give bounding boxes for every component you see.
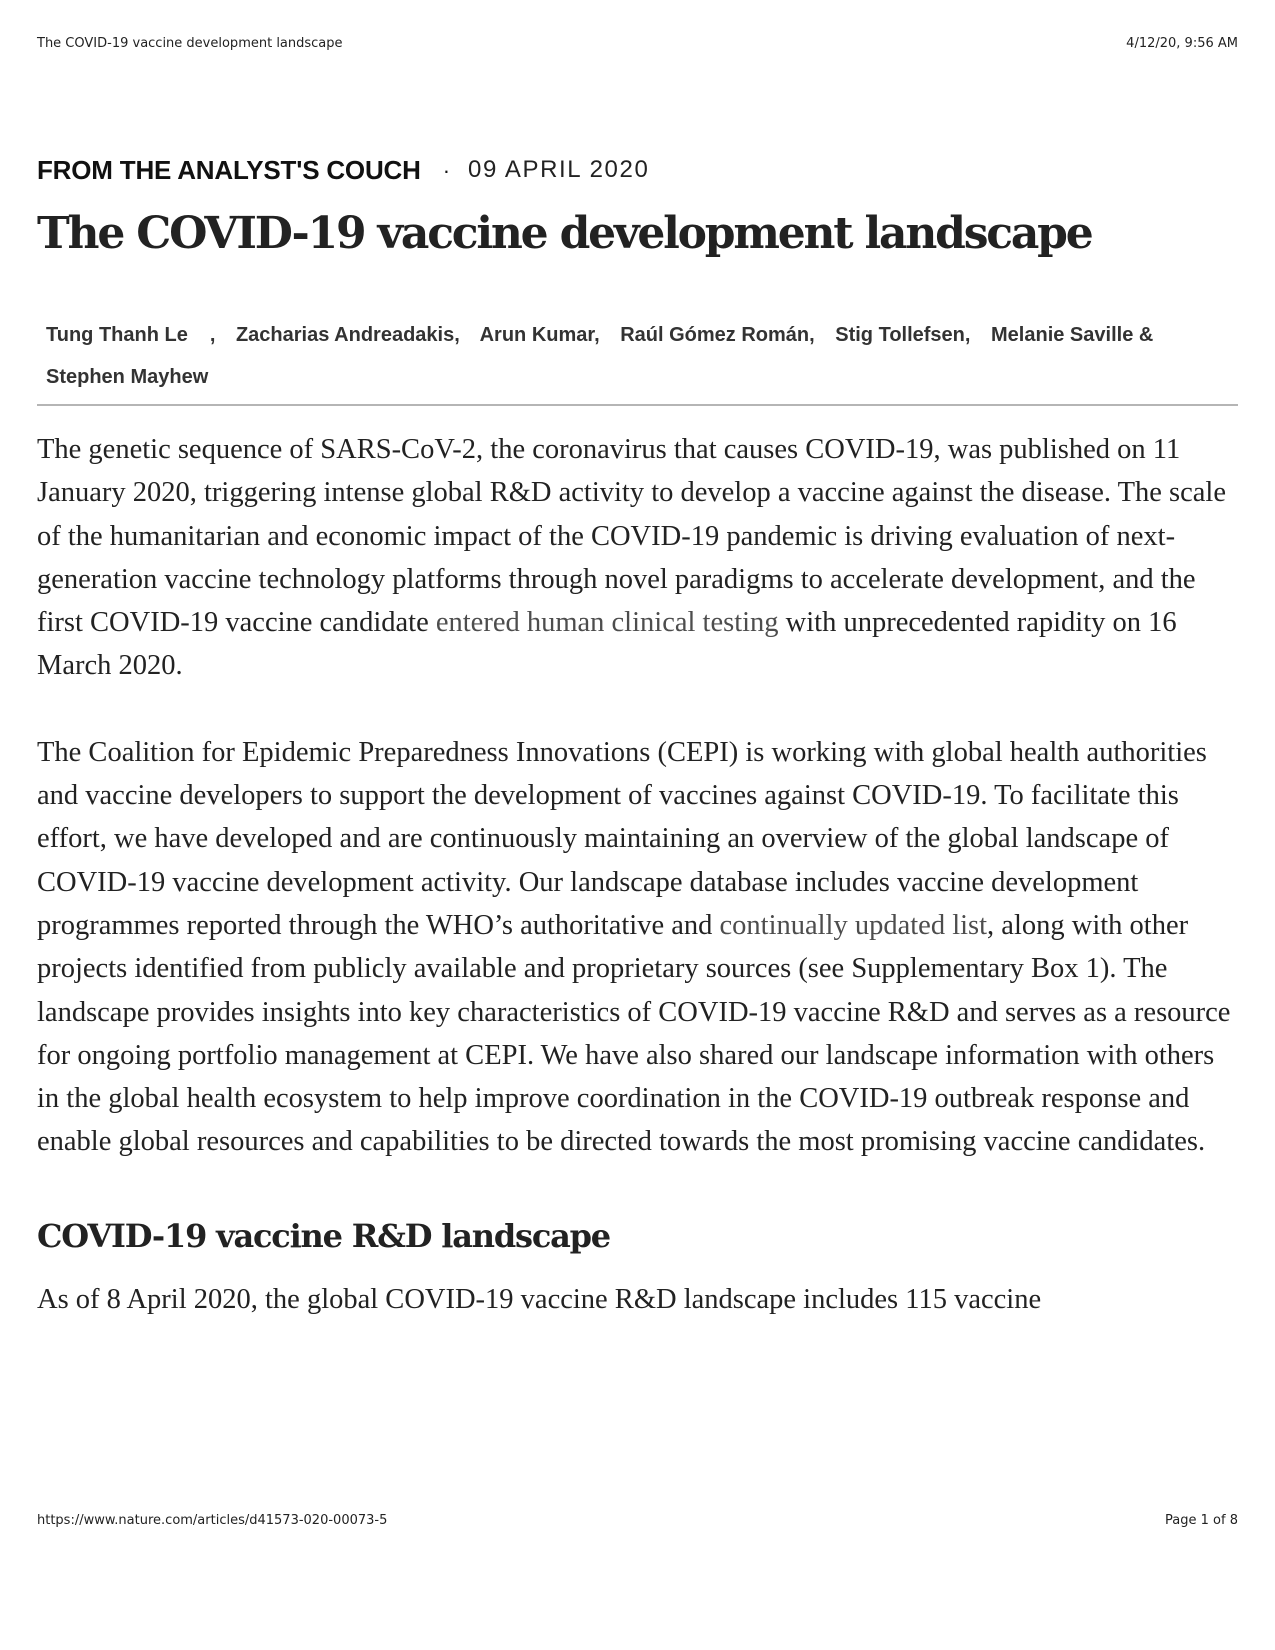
author-link[interactable]: Tung Thanh Le (46, 324, 188, 346)
meta-separator: · (442, 158, 451, 183)
body-paragraph (37, 428, 1238, 688)
paragraph-text: The genetic sequence of SARS-CoV-2, the coronavirus that causes COVID-19, was published on 11 January 2020, triggering intense global R&D activity to develop a vaccine against the disease. The scale of the humanitarian and economic impact of the COVID-19 pandemic is driving evaluation of next-generation vaccine technology platforms through novel paradigms to accelerate development, and the first COVID-19 vaccine candidate (37, 434, 1226, 639)
page-number: Page 1 of 8 (1165, 1513, 1238, 1528)
print-header (37, 36, 1238, 56)
print-footer-url: https://www.nature.com/articles/d41573-020-00073-5 (37, 1513, 388, 1528)
author-link[interactable]: Arun Kumar (479, 324, 595, 346)
print-header-title: The COVID-19 vaccine development landscape (37, 36, 343, 51)
print-header-datetime: 4/12/20, 9:56 AM (1126, 36, 1238, 51)
author-link[interactable]: Melanie Saville (991, 324, 1134, 346)
who-list-link[interactable]: continually updated list (719, 909, 988, 941)
paragraph-text: with unprecedented rapidity on 16 March 2020. (37, 607, 1177, 682)
author-list: Tung Thanh Le , Zacharias Andreadakis, Arun Kumar, Raúl Gómez Román, Stig Tollefsen, Melanie Saville & Stephen Mayhew (46, 324, 1154, 388)
body-paragraph (37, 731, 1238, 1164)
author-link[interactable]: Zacharias Andreadakis (235, 324, 455, 346)
paragraph-text: The Coalition for Epidemic Preparedness Innovations (CEPI) is working with global health authorities and vaccine developers to support the development of vaccines against COVID-19. To facilitate this effort, we have developed and are continuously maintaining an overview of the global landscape of COVID-19 vaccine development activity. Our landscape database includes vaccine development programmes reported through the WHO’s authoritative and (37, 736, 1207, 941)
print-footer (37, 1513, 1238, 1533)
body-paragraph: As of 8 April 2020, the global COVID-19 vaccine R&D landscape includes 115 vaccine (37, 1283, 1042, 1315)
article (37, 150, 1238, 1321)
clinical-testing-link[interactable]: entered human clinical testing (435, 607, 779, 639)
paragraph-text: , along with other projects identified from publicly available and proprietary sources (see Supplementary Box 1). The landscape provides insights into key characteristics of COVID-19 vaccine R&D and serves as a resource for ongoing portfolio management at CEPI. We have also shared our landscape information with others in the global health ecosystem to help improve coordination in the COVID-19 outbreak response and enable global resources and capabilities to be directed towards the most promising vaccine candidates. (37, 909, 1231, 1158)
article-type[interactable]: FROM THE ANALYST'S COUCH (37, 154, 421, 185)
article-meta (37, 150, 1238, 190)
author-link[interactable]: Stephen Mayhew (46, 366, 209, 388)
author-link[interactable]: Stig Tollefsen (835, 324, 965, 346)
section-heading: COVID-19 vaccine R&D landscape (37, 1216, 610, 1255)
article-title: The COVID-19 vaccine development landscape (37, 208, 1092, 259)
publication-date: 09 APRIL 2020 (468, 156, 650, 183)
author-link[interactable]: Raúl Gómez Román (620, 324, 810, 346)
header-divider (37, 404, 1238, 406)
